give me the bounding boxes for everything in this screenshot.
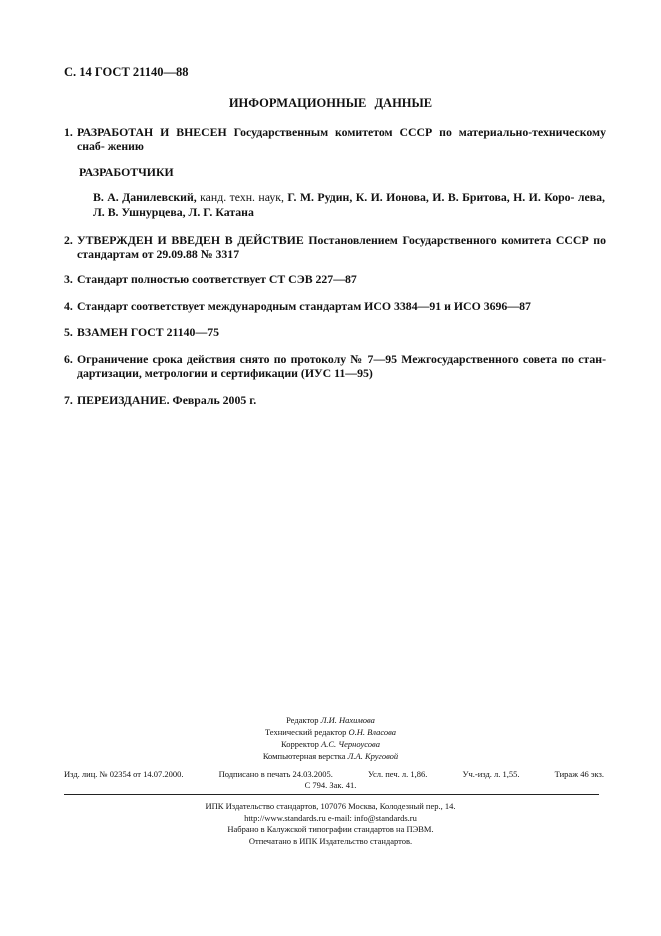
publisher-contacts: http://www.standards.ru e-mail: info@standards.ru — [244, 812, 417, 823]
info-item-7 — [64, 393, 606, 407]
item-number: 1. — [64, 125, 73, 139]
developer-degree: канд. техн. наук, — [196, 190, 284, 204]
item-text: Стандарт соответствует международным стандартам ИСО 3384—91 и ИСО 3696—87 — [77, 299, 531, 313]
credit-label: Компьютерная верстка — [262, 751, 346, 761]
item-text: Ограничение срока действия снято по протоколу № 7—95 Межгосударственного совета по стан- дартизации, метрологии и сертификации (ИУС 11—95) — [77, 352, 606, 380]
order-info: С 794. Зак. 41. — [304, 780, 357, 790]
credits-block — [0, 714, 661, 762]
credit-name: Л.И. Нахимова — [320, 715, 375, 725]
item-number: 6. — [64, 352, 73, 366]
page-header: С. 14 ГОСТ 21140—88 — [64, 65, 189, 79]
credit-tech-editor — [0, 726, 661, 738]
page-title: ИНФОРМАЦИОННЫЕ ДАННЫЕ — [228, 96, 433, 110]
publication-details — [64, 769, 604, 779]
credit-name: О.Н. Власова — [348, 727, 397, 737]
publisher-footer — [0, 801, 661, 847]
item-text: РАЗРАБОТАН И ВНЕСЕН Государственным комитетом СССР по материально-техническому снаб- жению — [77, 125, 606, 153]
printed-info: Отпечатано в ИПК Издательство стандартов. — [248, 835, 413, 846]
item-number: 3. — [64, 272, 73, 286]
divider — [64, 794, 599, 795]
credit-editor — [0, 714, 661, 726]
credit-layout — [0, 750, 661, 762]
item-text: Стандарт полностью соответствует СТ СЭВ 227—87 — [77, 272, 357, 286]
publisher-sheets: Уч.-изд. л. 1,55. — [462, 769, 520, 779]
developers-list — [93, 190, 605, 220]
print-sheets: Усл. печ. л. 1,86. — [367, 769, 428, 779]
info-item-1 — [64, 125, 606, 153]
signed-date: Подписано в печать 24.03.2005. — [218, 769, 333, 779]
typeset-info: Набрано в Калужской типографии стандартов на ПЭВМ. — [227, 824, 434, 834]
item-number: 7. — [64, 393, 73, 407]
info-item-3 — [64, 272, 606, 286]
item-text: ВЗАМЕН ГОСТ 21140—75 — [77, 325, 220, 339]
developers-heading: РАЗРАБОТЧИКИ — [79, 165, 174, 179]
info-item-4 — [64, 299, 606, 313]
credit-corrector — [0, 738, 661, 750]
developer-first: В. А. Данилевский, — [93, 190, 197, 204]
info-item-2 — [64, 233, 606, 261]
item-number: 4. — [64, 299, 73, 313]
developers-rest: Г. М. Рудин, К. И. Ионова, И. В. Бритова, Н. И. Коро- лева, Л. В. Ушнурцева, Л. Г. Катана — [93, 190, 605, 219]
info-item-5 — [64, 325, 606, 339]
item-text: ПЕРЕИЗДАНИЕ. Февраль 2005 г. — [77, 393, 257, 407]
item-text: УТВЕРЖДЕН И ВВЕДЕН В ДЕЙСТВИЕ Постановлением Государственного комитета СССР по стандартам от 29.09.88 № 3317 — [77, 233, 606, 261]
credit-label: Корректор — [281, 739, 319, 749]
credit-name: А.С. Черноусова — [321, 739, 380, 749]
license-info: Изд. лиц. № 02354 от 14.07.2000. — [64, 769, 184, 779]
info-item-6 — [64, 352, 606, 380]
credit-label: Редактор — [286, 715, 319, 725]
item-number: 5. — [64, 325, 73, 339]
credit-name: Л.А. Круговой — [347, 751, 399, 761]
credit-label: Технический редактор — [264, 727, 347, 737]
publisher-address: ИПК Издательство стандартов, 107076 Москва, Колодезный пер., 14. — [205, 801, 456, 811]
print-run: Тираж 46 экз. — [554, 769, 604, 779]
item-number: 2. — [64, 233, 73, 247]
